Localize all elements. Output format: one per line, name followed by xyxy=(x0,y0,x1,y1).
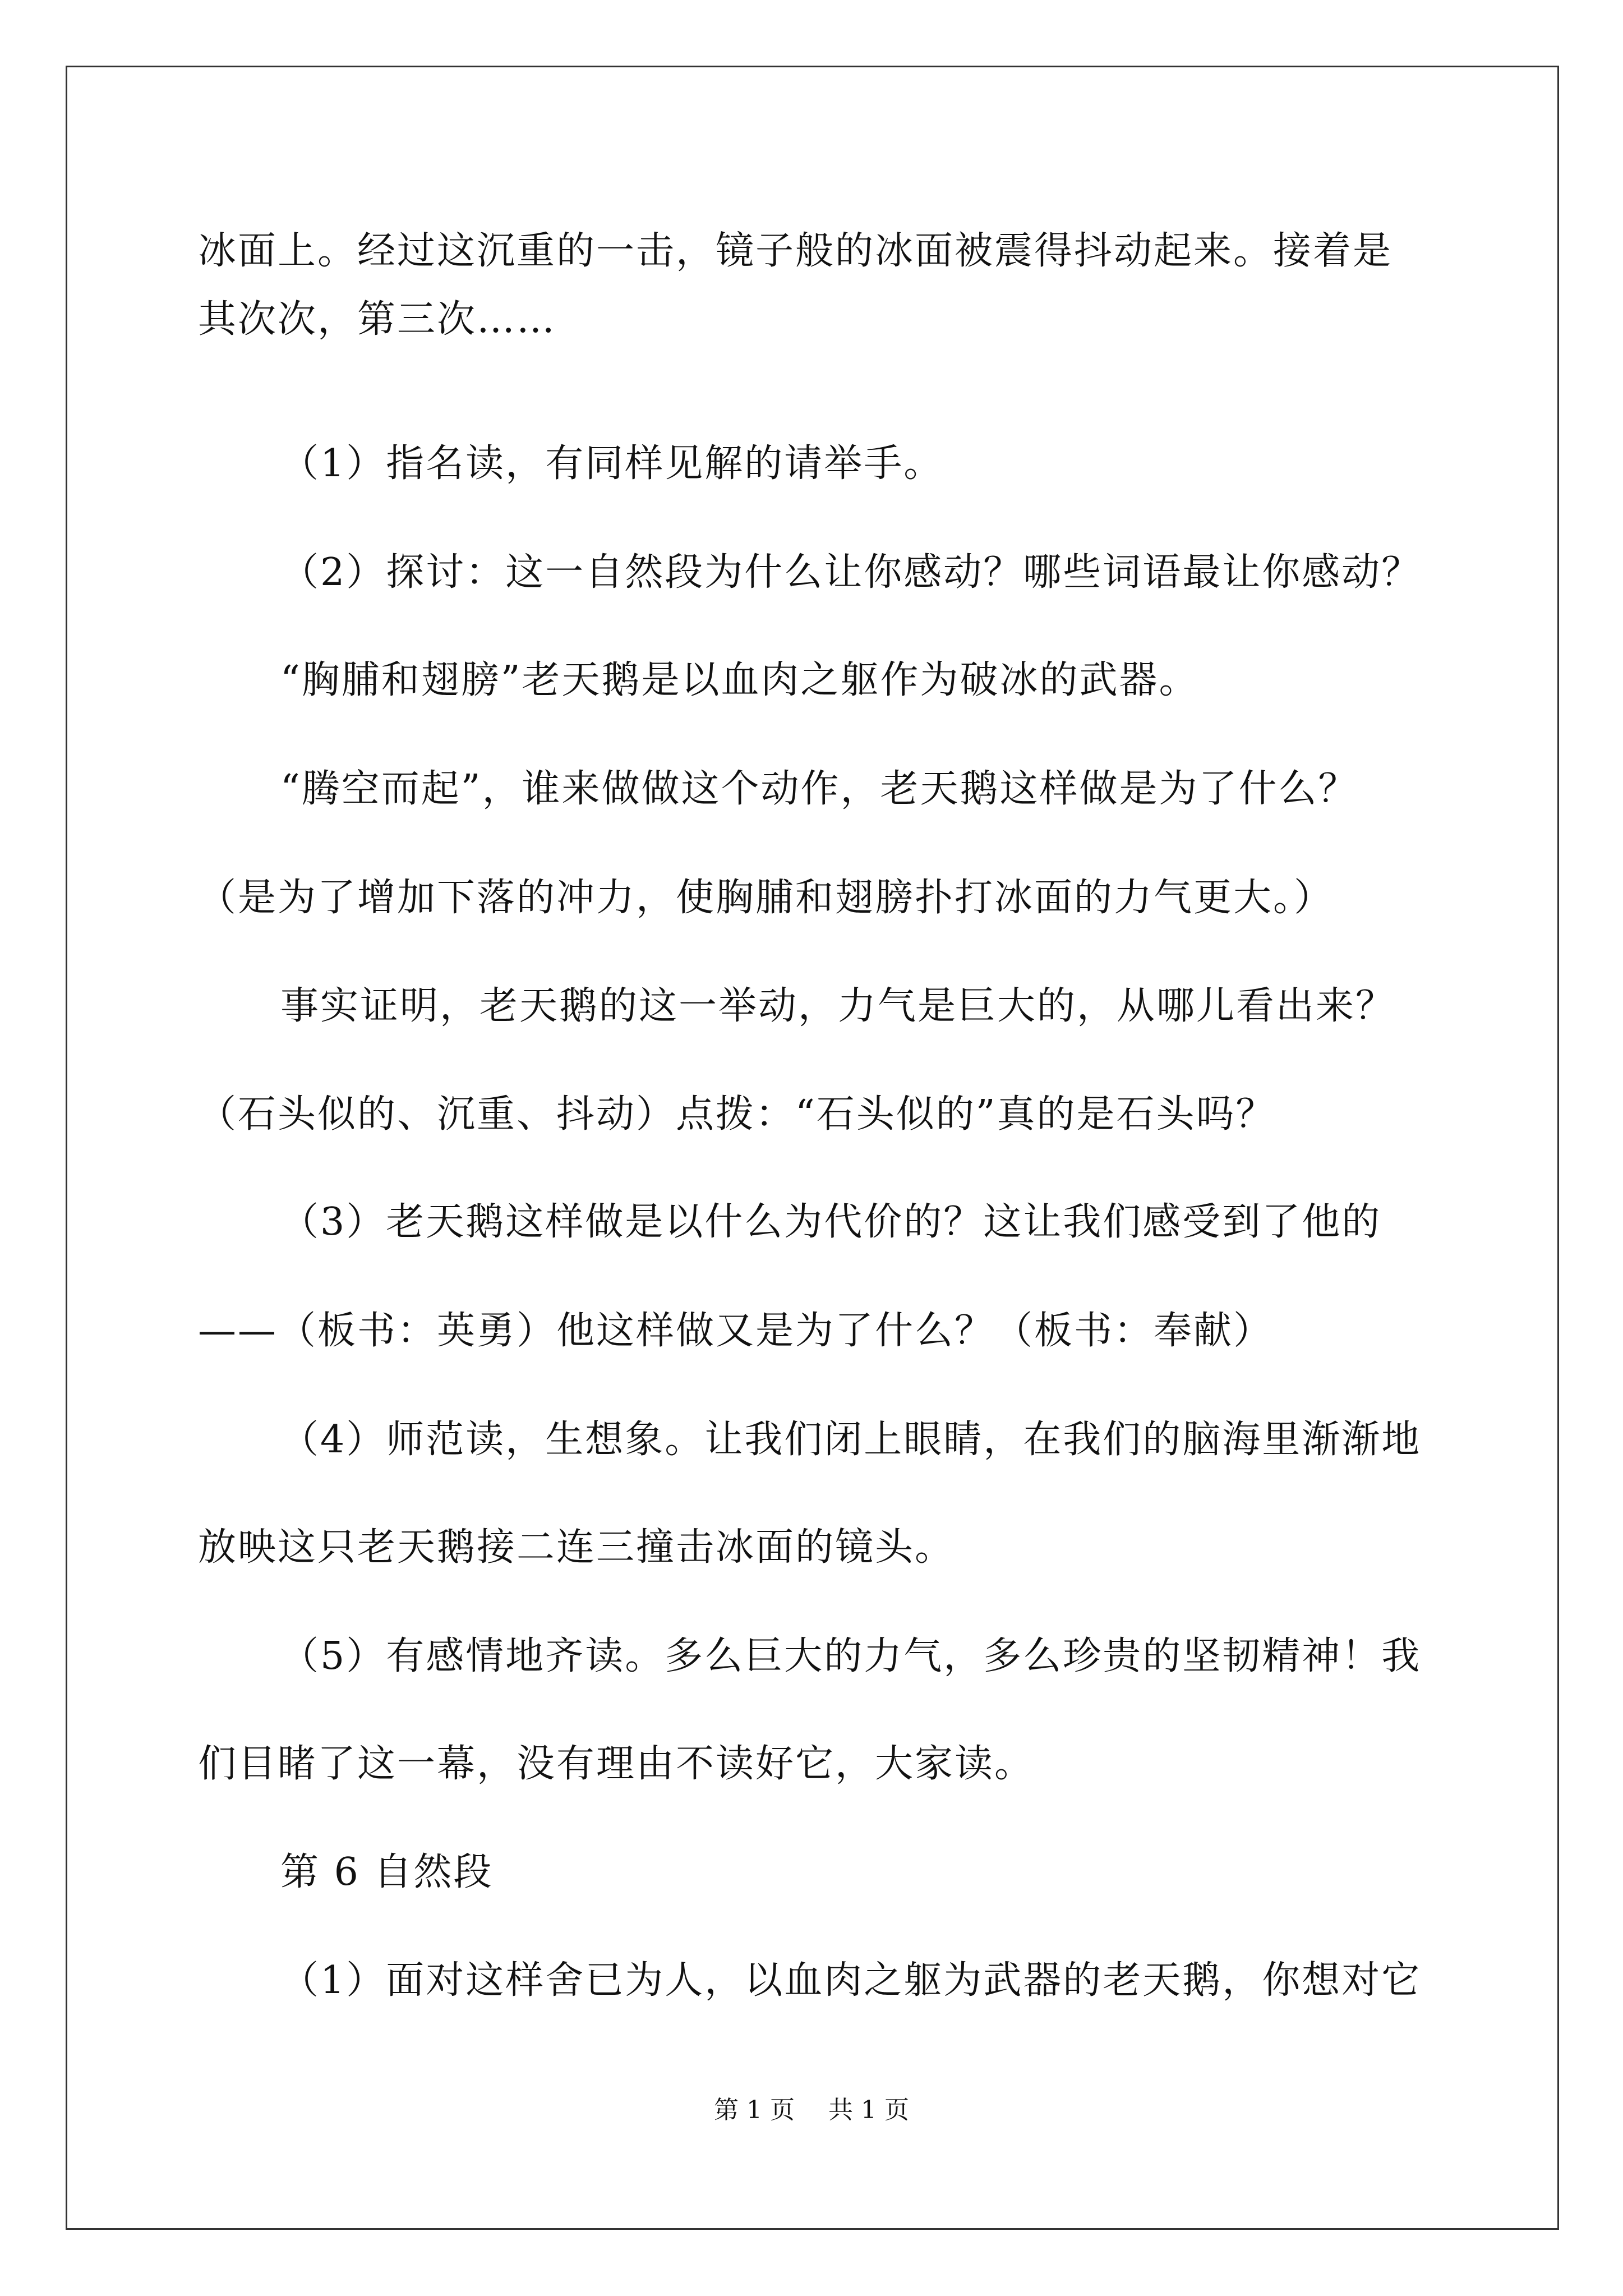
text-line: （4）师范读，生想象。让我们闭上眼睛，在我们的脑海里渐渐地 xyxy=(280,1418,1422,1462)
text-line: （2）探讨：这一自然段为什么让你感动？哪些词语最让你感动？ xyxy=(280,550,1422,595)
text-line: （石头似的、沉重、抖动）点拨：“石头似的”真的是石头吗？ xyxy=(198,1092,1276,1137)
text-line: （3）老天鹅这样做是以什么为代价的？这让我们感受到了他的 xyxy=(280,1200,1382,1244)
page-footer xyxy=(0,2090,1623,2125)
text-line: 第 6 自然段 xyxy=(280,1850,494,1894)
text-line: （5）有感情地齐读。多么巨大的力气，多么珍贵的坚韧精神！我 xyxy=(280,1634,1422,1678)
text-line: 们目睹了这一幕，没有理由不读好它，大家读。 xyxy=(198,1742,1035,1786)
text-line: 冰面上。经过这沉重的一击，镜子般的冰面被震得抖动起来。接着是 xyxy=(198,229,1393,273)
text-line: “胸脯和翅膀”老天鹅是以血肉之躯作为破冰的武器。 xyxy=(280,658,1199,702)
text-line: （1）面对这样舍已为人，以血肉之躯为武器的老天鹅，你想对它 xyxy=(280,1958,1422,2003)
text-line: （1）指名读，有同样见解的请举手。 xyxy=(280,441,944,486)
text-line: （是为了增加下落的冲力，使胸脯和翅膀扑打冰面的力气更大。） xyxy=(198,876,1334,920)
page-number: 第 1 页 xyxy=(714,2096,795,2124)
text-line: 其次次，第三次…… xyxy=(198,297,557,342)
page-border xyxy=(66,66,1559,2230)
text-line: ——（板书：英勇）他这样做又是为了什么？（板书：奉献） xyxy=(198,1309,1274,1353)
page-total: 共 1 页 xyxy=(828,2096,909,2124)
text-line: 放映这只老天鹅接二连三撞击冰面的镜头。 xyxy=(198,1525,955,1570)
text-line: “腾空而起”，谁来做做这个动作，老天鹅这样做是为了什么？ xyxy=(280,767,1358,811)
text-line: 事实证明，老天鹅的这一举动，力气是巨大的，从哪儿看出来？ xyxy=(280,984,1396,1028)
